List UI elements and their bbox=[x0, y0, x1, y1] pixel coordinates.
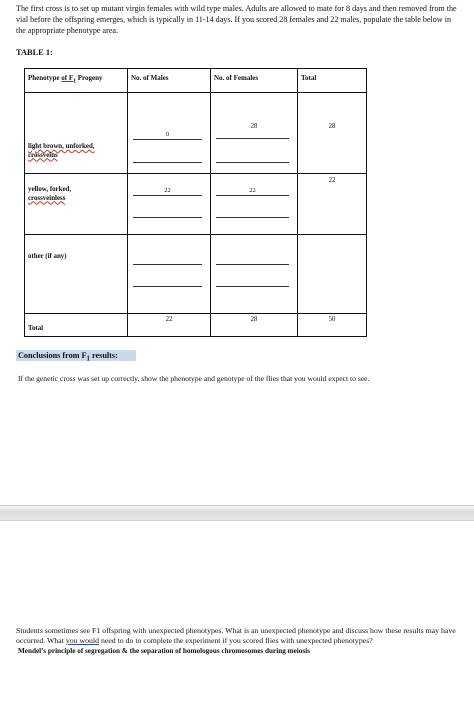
totals-row bbox=[25, 314, 367, 337]
table-header-row bbox=[25, 69, 367, 93]
females-blank-2[interactable] bbox=[216, 277, 289, 287]
males-blank-2[interactable] bbox=[133, 153, 202, 163]
conclusions-heading-text: Conclusions from F bbox=[18, 351, 87, 360]
females-cell bbox=[211, 235, 298, 314]
phenotype-label-line1: other (if any) bbox=[28, 253, 67, 260]
table-row bbox=[25, 174, 367, 235]
header-phenotype-link bbox=[61, 74, 77, 85]
females-blank-2[interactable] bbox=[216, 208, 289, 218]
females-blank-1[interactable]: 22 bbox=[216, 186, 289, 196]
total-cell bbox=[298, 235, 367, 314]
phenotype-label-line2: crossveins bbox=[28, 151, 58, 159]
males-blank-2[interactable] bbox=[133, 208, 202, 218]
total-value: 22 bbox=[328, 177, 336, 184]
intro-paragraph: The first cross is to set up mutant virgin females with wild type males. Adults are allowed to mate for 8 days and then removed from the vial before the offspring emerges, which is typically in 11-14 days. If you scored 28 females and 22 males, populate the table below in the appropriate phenotype area. bbox=[16, 4, 457, 35]
phenotype-label bbox=[28, 186, 71, 203]
males-blank-1[interactable]: 22 bbox=[133, 186, 202, 196]
totals-total-cell bbox=[298, 314, 367, 337]
total-value: 28 bbox=[328, 123, 336, 130]
phenotype-label-line2: crossveinless bbox=[28, 194, 66, 202]
students-text-1: Students sometimes see F1 offspring with unexpected phenotypes. What is an unexpected phenotype and discuss how these results may have occurred. What bbox=[16, 626, 456, 645]
conclusions-heading-sub: 1 bbox=[86, 355, 90, 363]
header-phenotype-text: Phenotype bbox=[28, 74, 62, 82]
conclusions-heading-post: results: bbox=[89, 351, 118, 360]
males-blank-1[interactable] bbox=[133, 255, 202, 265]
females-blank-1[interactable] bbox=[216, 255, 289, 265]
totals-males-value: 22 bbox=[165, 316, 173, 323]
header-phenotype-post: Progeny bbox=[76, 74, 103, 82]
females-blank-1[interactable] bbox=[216, 129, 289, 139]
totals-males-cell bbox=[128, 314, 211, 337]
table-row bbox=[25, 235, 367, 314]
students-link-text: you would bbox=[65, 636, 100, 645]
females-value: 28 bbox=[250, 123, 258, 130]
males-cell bbox=[128, 93, 211, 174]
students-paragraph bbox=[16, 626, 456, 656]
males-cell bbox=[128, 235, 211, 314]
header-females: No. of Females bbox=[211, 69, 298, 93]
phenotype-cell bbox=[25, 93, 128, 174]
females-cell bbox=[211, 93, 298, 174]
page-break-divider bbox=[0, 505, 474, 521]
table-row bbox=[25, 93, 367, 174]
header-total: Total bbox=[298, 69, 367, 93]
question-text: If the genetic cross was set up correctly, show the phenotype and genotype of the flies that you would expect to see. bbox=[18, 374, 370, 383]
phenotype-label bbox=[28, 143, 95, 160]
conclusions-heading bbox=[16, 350, 136, 361]
phenotype-label-line1: yellow, forked, bbox=[28, 186, 72, 193]
males-cell bbox=[128, 174, 211, 235]
table-label: TABLE 1: bbox=[16, 48, 53, 57]
phenotype-cell bbox=[25, 174, 128, 235]
females-blank-2[interactable] bbox=[216, 153, 289, 163]
females-cell bbox=[211, 174, 298, 235]
males-blank-2[interactable] bbox=[133, 277, 202, 287]
totals-females-cell bbox=[211, 314, 298, 337]
totals-label-cell bbox=[25, 314, 128, 337]
header-phenotype-sub: 1 bbox=[73, 78, 77, 85]
totals-total-value: 50 bbox=[328, 316, 336, 323]
phenotype-table bbox=[24, 68, 367, 337]
total-cell bbox=[298, 93, 367, 174]
students-text-2: need to do to complete the experiment if you scored flies with unexpected phenotypes? bbox=[99, 636, 373, 645]
phenotype-label-line1: light brown, unforked, bbox=[28, 143, 95, 150]
total-cell bbox=[298, 174, 367, 235]
males-blank-1[interactable]: 0 bbox=[133, 130, 202, 140]
header-phenotype bbox=[25, 69, 128, 93]
phenotype-cell bbox=[25, 235, 128, 314]
totals-females-value: 28 bbox=[250, 316, 258, 323]
header-males: No. of Males bbox=[128, 69, 211, 93]
phenotype-label bbox=[28, 253, 67, 262]
totals-label: Total bbox=[28, 325, 44, 332]
header-phenotype-link-text: of F bbox=[61, 74, 74, 82]
mendel-principle-text: Mendel’s principle of segregation & the separation of homologous chromosomes during meiosis bbox=[18, 647, 310, 655]
